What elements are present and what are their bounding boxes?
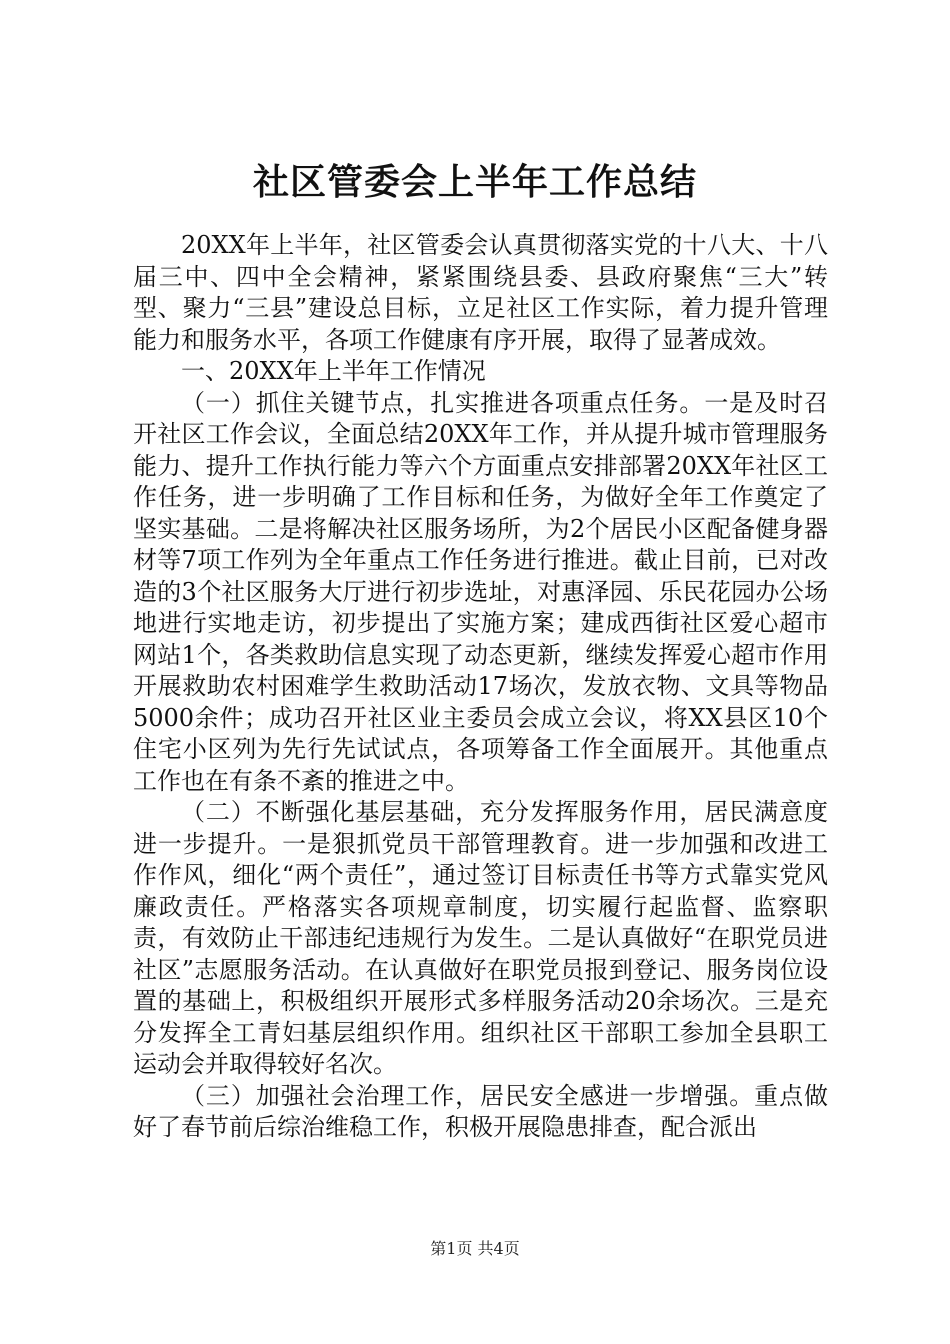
section-3-paragraph: （三）加强社会治理工作，居民安全感进一步增强。重点做好了春节前后综治维稳工作，积极开展隐患排查，配合派出: [133, 1081, 828, 1141]
intro-paragraph: 20XX年上半年，社区管委会认真贯彻落实党的十八大、十八届三中、四中全会精神，紧紧围绕县委、县政府聚焦“三大”转型、聚力“三县”建设总目标，立足社区工作实际，着力提升管理能力和服务水平，各项工作健康有序开展，取得了显著成效。: [133, 231, 828, 354]
section-2-paragraph: （二）不断强化基层基础，充分发挥服务作用，居民满意度进一步提升。一是狠抓党员干部管理教育。进一步加强和改进工作作风，细化“两个责任”，通过签订目标责任书等方式靠实党风廉政责任。严格落实各项规章制度，切实履行起监督、监察职责，有效防止干部违纪违规行为发生。二是认真做好“在职党员进社区”志愿服务活动。在认真做好在职党员报到登记、服务岗位设置的基础上，积极组织开展形式多样服务活动20余场次。三是充分发挥全工青妇基层组织作用。组织社区干部职工参加全县职工运动会并取得较好名次。: [133, 798, 828, 1078]
document-title: 社区管委会上半年工作总结: [252, 161, 697, 203]
section-heading: 一、20XX年上半年工作情况: [181, 357, 486, 385]
page-footer: 第1页 共4页: [430, 1239, 520, 1258]
document-body: [133, 230, 828, 1144]
section-1-paragraph: （一）抓住关键节点，扎实推进各项重点任务。一是及时召开社区工作会议，全面总结20XX年工作，并从提升城市管理服务能力、提升工作执行能力等六个方面重点安排部署20XX年社区工作任务，进一步明确了工作目标和任务，为做好全年工作奠定了坚实基础。二是将解决社区服务场所，为2个居民小区配备健身器材等7项工作列为全年重点工作任务进行推进。截止目前，已对改造的3个社区服务大厅进行初步选址，对惠泽园、乐民花园办公场地进行实地走访，初步提出了实施方案；建成西街社区爱心超市网站1个，各类救助信息实现了动态更新，继续发挥爱心超市作用开展救助农村困难学生救助活动17场次，发放衣物、文具等物品5000余件；成功召开社区业主委员会成立会议，将XX县区10个住宅小区列为先行先试试点，各项筹备工作全面展开。其他重点工作也在有条不紊的推进之中。: [133, 388, 828, 795]
